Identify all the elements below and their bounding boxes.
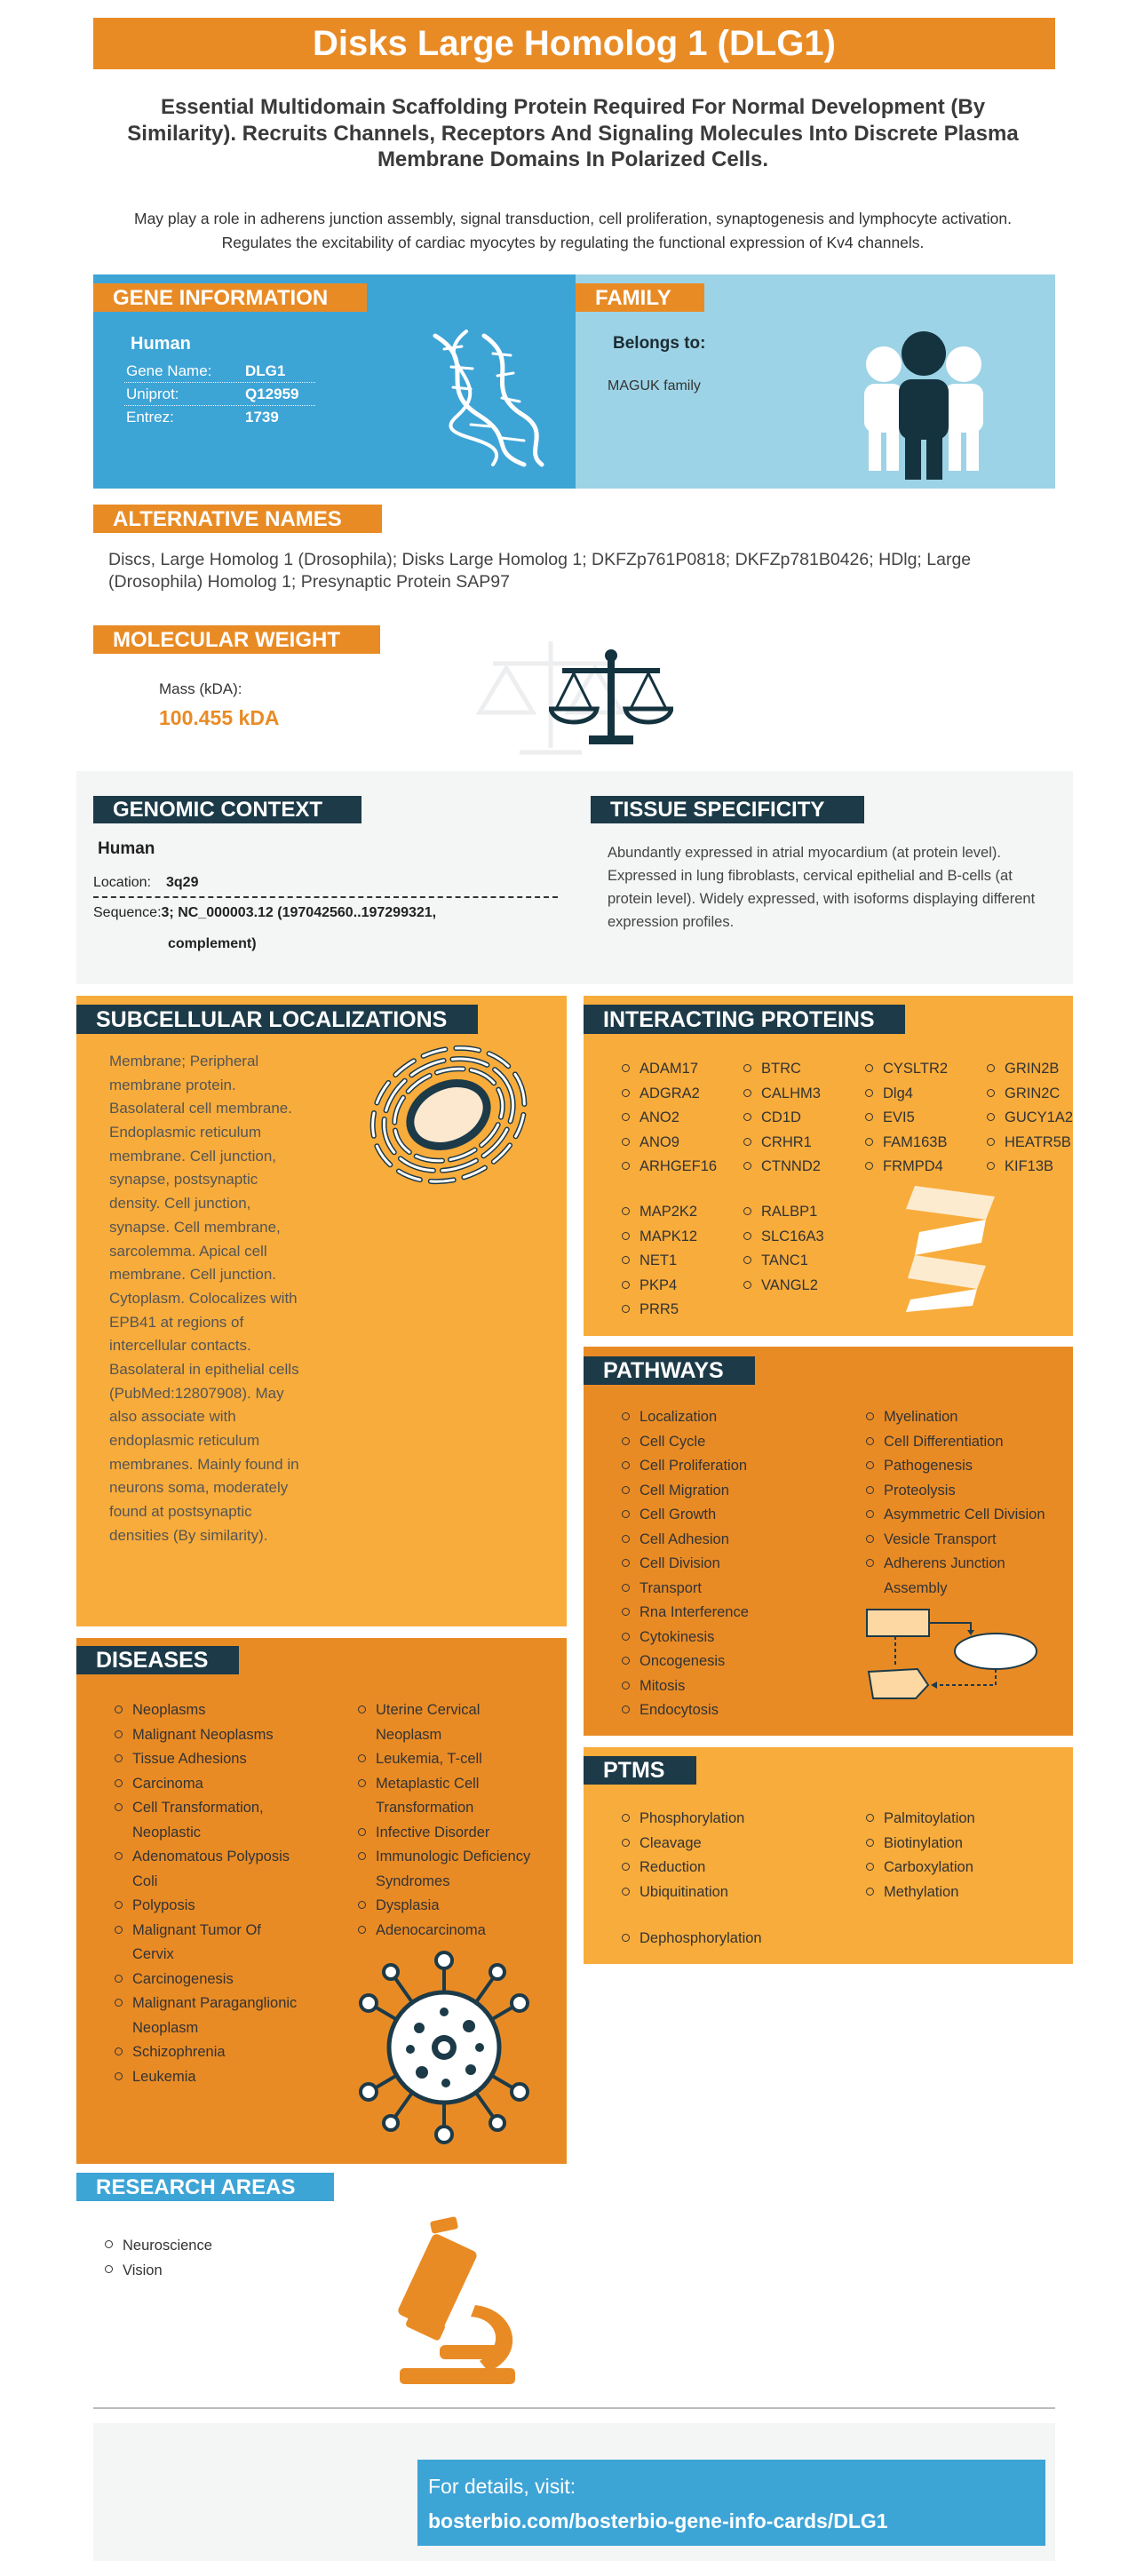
- pathway-item: Cell Division: [622, 1552, 749, 1577]
- pathway-item: Adherens Junction Assembly: [866, 1552, 1070, 1601]
- ptm-item: Ubiquitination: [622, 1880, 744, 1905]
- pathway-item: Cell Differentiation: [866, 1430, 1070, 1455]
- interacting-protein-item: GUCY1A2: [987, 1106, 1073, 1131]
- disease-item: Polyposis: [115, 1894, 301, 1919]
- pathway-item: Vesicle Transport: [866, 1528, 1070, 1553]
- microscope-icon: [382, 2212, 533, 2389]
- interacting-protein-item: RALBP1: [743, 1200, 824, 1225]
- virus-icon: [355, 1950, 533, 2145]
- disease-item: Leukemia, T-cell: [358, 1747, 540, 1772]
- pathway-item: Myelination: [866, 1405, 1070, 1430]
- scale-icon: [549, 648, 673, 751]
- interacting-protein-item: GRIN2B: [987, 1057, 1073, 1082]
- details-line-1: For details, visit:: [428, 2475, 576, 2498]
- dna-icon: [417, 327, 551, 469]
- ptms-extra: [622, 1927, 762, 1952]
- gene-info-heading: GENE INFORMATION: [93, 283, 367, 312]
- interacting-protein-item: KIF13B: [987, 1155, 1073, 1180]
- disease-item: Uterine Cervical Neoplasm: [358, 1698, 540, 1747]
- interacting-protein-item: CRHR1: [743, 1131, 821, 1156]
- disease-item: Malignant Tumor Of Cervix: [115, 1919, 301, 1968]
- alt-names-text: Discs, Large Homolog 1 (Drosophila); Disks Large Homolog 1; DKFZp761P0818; DKFZp781B0426; HDlg; Large (Drosophila) Homolog 1; Presynaptic Protein SAP97: [108, 550, 972, 592]
- disease-item: Malignant Paraganglionic Neoplasm: [115, 1992, 301, 2040]
- interacting-protein-item: TANC1: [743, 1249, 824, 1274]
- disease-item: Carcinogenesis: [115, 1968, 301, 1992]
- pathway-item: Cell Growth: [622, 1503, 749, 1528]
- pathway-item: Mitosis: [622, 1674, 749, 1699]
- entrez-row: Entrez: 1739: [126, 409, 279, 425]
- ptm-item: Phosphorylation: [622, 1807, 744, 1832]
- disease-item: Cell Transformation, Neoplastic: [115, 1796, 301, 1845]
- genomic-sequence-row: Sequence:3; NC_000003.12 (197042560..197299321,: [93, 905, 437, 920]
- mass-value: 100.455 kDA: [159, 706, 280, 729]
- family-heading: FAMILY: [576, 283, 704, 312]
- family-value: MAGUK family: [608, 378, 701, 394]
- diseases-col-1: [115, 1698, 301, 2089]
- pathways-heading: PATHWAYS: [584, 1356, 755, 1385]
- pathways-col-2: [866, 1405, 1070, 1601]
- disease-item: Dysplasia: [358, 1894, 540, 1919]
- interacting-heading: INTERACTING PROTEINS: [584, 1005, 905, 1034]
- pathway-item: Cell Cycle: [622, 1430, 749, 1455]
- interacting-protein-item: CYSLTR2: [865, 1057, 948, 1082]
- disease-item: Immunologic Deficiency Syndromes: [358, 1845, 540, 1894]
- mol-weight-heading: MOLECULAR WEIGHT: [93, 625, 380, 654]
- mass-label: Mass (kDA):: [159, 680, 242, 697]
- gene-info-table: [124, 360, 315, 428]
- interacting-protein-item: MAP2K2: [622, 1200, 697, 1225]
- description: May play a role in adherens junction assembly, signal transduction, cell proliferation, synaptogenesis and lymphocyte activation. Regulates the excitability of cardiac myocytes by regulating the functional expression of Kv4 channels.: [134, 210, 1012, 252]
- ptm-item: Cleavage: [622, 1832, 744, 1856]
- subcellular-text: Membrane; Peripheral membrane protein. Basolateral cell membrane. Endoplasmic reticulum membrane. Cell junction, synapse, postsynaptic density. Cell junction, synapse. Cell membrane, sarcolemma. Apical cell membrane. Cell junction. Cytoplasm. Colocalizes with EPB41 at regions of intercellular contacts. Basolateral in epithelial cells (PubMed:12807908). May also associate with endoplasmic reticulum membranes. Mainly found in neurons soma, moderately found at postsynaptic densities (By similarity).: [109, 1053, 299, 1544]
- pathway-item: Proteolysis: [866, 1479, 1070, 1504]
- interacting-col-3: [865, 1057, 948, 1180]
- genomic-species: Human: [98, 839, 155, 858]
- interacting-col-4: [987, 1057, 1073, 1180]
- interacting-protein-item: FRMPD4: [865, 1155, 948, 1180]
- pathway-item: Cell Adhesion: [622, 1528, 749, 1553]
- ptms-col-1: [622, 1807, 744, 1904]
- interacting-protein-item: CALHM3: [743, 1082, 821, 1107]
- interacting-protein-item: HEATR5B: [987, 1131, 1073, 1156]
- disease-item: Neoplasms: [115, 1698, 301, 1723]
- interacting-protein-item: Dlg4: [865, 1082, 948, 1107]
- diseases-col-2: [358, 1698, 540, 1943]
- interacting-protein-item: MAPK12: [622, 1225, 697, 1250]
- ptm-item: Biotinylation: [866, 1832, 975, 1856]
- pathway-item: Cytokinesis: [622, 1626, 749, 1650]
- ptm-item: Methylation: [866, 1880, 975, 1905]
- title-bar: [93, 18, 1055, 69]
- disease-item: Infective Disorder: [358, 1821, 540, 1846]
- gene-name-row: Gene Name: DLG1: [124, 360, 315, 383]
- gene-species: Human: [131, 334, 191, 354]
- uniprot-row: Uniprot: Q12959: [124, 383, 315, 406]
- genomic-sequence: 3; NC_000003.12 (197042560..197299321,: [161, 905, 437, 920]
- ptm-item: Reduction: [622, 1856, 744, 1880]
- disease-item: Leukemia: [115, 2065, 301, 2090]
- interacting-protein-item: VANGL2: [743, 1274, 824, 1299]
- interacting-protein-item: SLC16A3: [743, 1225, 824, 1250]
- disease-item: Adenocarcinoma: [358, 1919, 540, 1944]
- research-area-item: Neuroscience: [105, 2233, 212, 2258]
- subcellular-heading: SUBCELLULAR LOCALIZATIONS: [76, 1005, 478, 1034]
- interacting-protein-item: ANO9: [622, 1131, 717, 1156]
- ptm-item: Palmitoylation: [866, 1807, 975, 1832]
- cell-icon: [351, 1030, 546, 1199]
- tissue-text: Abundantly expressed in atrial myocardium (at protein level). Expressed in lung fibroblasts, cervical epithelial and B-cells (at protein level). Widely expressed, with isoforms displaying different expression profiles.: [608, 845, 1036, 930]
- research-heading: RESEARCH AREAS: [76, 2173, 334, 2201]
- genomic-sequence-line2: complement): [168, 936, 257, 951]
- research-area-item: Vision: [105, 2258, 212, 2283]
- ptms-col-2: [866, 1807, 975, 1904]
- family-icon: [857, 329, 990, 480]
- disease-item: Malignant Neoplasms: [115, 1723, 301, 1748]
- details-url-link[interactable]: bosterbio.com/bosterbio-gene-info-cards/DLG1: [428, 2509, 888, 2532]
- diseases-heading: DISEASES: [76, 1646, 239, 1674]
- interacting-protein-item: ADGRA2: [622, 1082, 717, 1107]
- pathway-item: Pathogenesis: [866, 1454, 1070, 1479]
- ptms-heading: PTMS: [584, 1756, 696, 1785]
- pathway-item: Transport: [622, 1577, 749, 1602]
- pathway-item: Cell Proliferation: [622, 1454, 749, 1479]
- interacting-col-5: [622, 1200, 697, 1323]
- interacting-col-1: [622, 1057, 717, 1180]
- interacting-protein-item: ADAM17: [622, 1057, 717, 1082]
- interacting-protein-item: CTNND2: [743, 1155, 821, 1180]
- tissue-heading: TISSUE SPECIFICITY: [591, 796, 864, 823]
- genomic-location-row: Location: 3q29: [93, 875, 558, 898]
- subtitle: Essential Multidomain Scaffolding Protein Required For Normal Development (By Similarity). Recruits Channels, Receptors And Signaling Molecules Into Discrete Plasma Membrane Domains In Polarized Cells.: [127, 95, 1019, 172]
- disease-item: Schizophrenia: [115, 2040, 301, 2065]
- details-link-box[interactable]: [417, 2460, 1045, 2546]
- interacting-protein-item: GRIN2C: [987, 1082, 1073, 1107]
- pathway-item: Oncogenesis: [622, 1650, 749, 1674]
- interacting-protein-item: PKP4: [622, 1274, 697, 1299]
- pathway-item: Localization: [622, 1405, 749, 1430]
- interacting-protein-item: PRR5: [622, 1298, 697, 1323]
- alt-names-heading: ALTERNATIVE NAMES: [93, 505, 382, 533]
- pathway-item: Cell Migration: [622, 1479, 749, 1504]
- genomic-heading: GENOMIC CONTEXT: [93, 796, 361, 823]
- pathway-diagram-icon: [864, 1605, 1042, 1703]
- pathways-col-1: [622, 1405, 749, 1723]
- interacting-protein-item: EVI5: [865, 1106, 948, 1131]
- family-belongs-label: Belongs to:: [613, 334, 706, 353]
- pathway-item: Rna Interference: [622, 1601, 749, 1626]
- footer-divider: [93, 2407, 1055, 2409]
- disease-item: Tissue Adhesions: [115, 1747, 301, 1772]
- page-title: Disks Large Homolog 1 (DLG1): [313, 23, 836, 63]
- interacting-protein-item: NET1: [622, 1249, 697, 1274]
- interacting-col-6: [743, 1200, 824, 1298]
- ptm-item: Carboxylation: [866, 1856, 975, 1880]
- interacting-protein-item: ANO2: [622, 1106, 717, 1131]
- interacting-protein-item: CD1D: [743, 1106, 821, 1131]
- pathway-item: Asymmetric Cell Division: [866, 1503, 1070, 1528]
- interacting-protein-item: ARHGEF16: [622, 1155, 717, 1180]
- ptm-item: Dephosphorylation: [622, 1927, 762, 1952]
- disease-item: Metaplastic Cell Transformation: [358, 1772, 540, 1821]
- interacting-protein-item: FAM163B: [865, 1131, 948, 1156]
- interacting-col-2: [743, 1057, 821, 1180]
- research-list: [105, 2233, 212, 2283]
- genomic-location: 3q29: [166, 875, 199, 890]
- protein-ribbon-icon: [888, 1177, 1013, 1315]
- disease-item: Adenomatous Polyposis Coli: [115, 1845, 301, 1894]
- pathway-item: Endocytosis: [622, 1698, 749, 1723]
- disease-item: Carcinoma: [115, 1772, 301, 1797]
- interacting-protein-item: BTRC: [743, 1057, 821, 1082]
